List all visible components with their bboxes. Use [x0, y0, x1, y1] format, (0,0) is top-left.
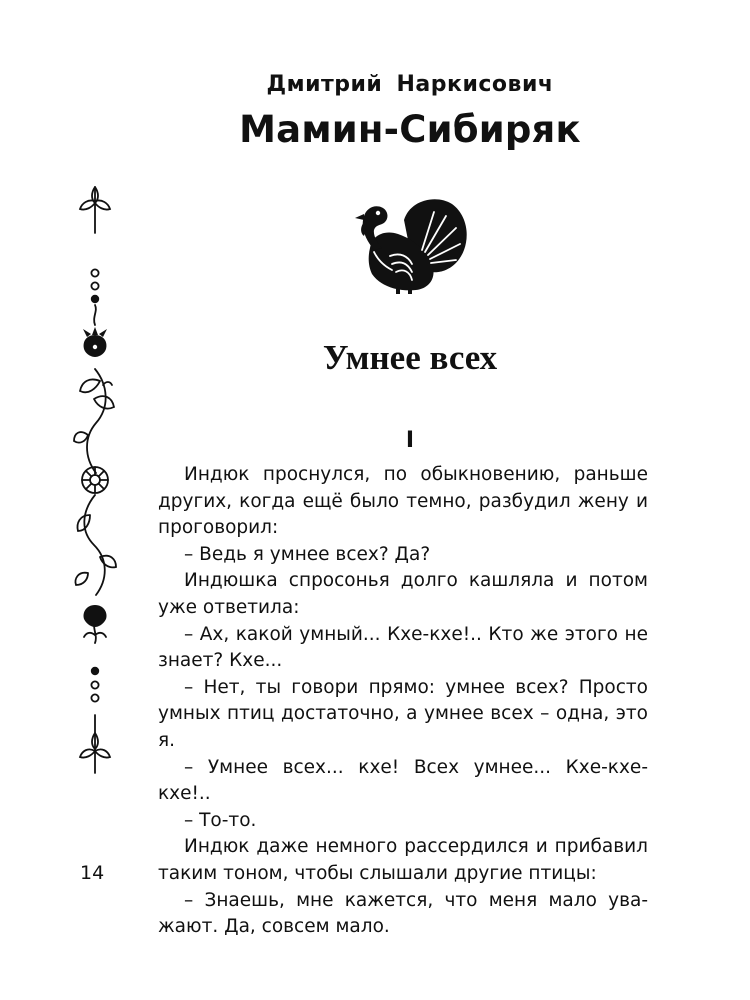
paragraph: Индюк проснулся, по обыкновению, раньше других, когда ещё было темно, разбудил жену и проговорил: — [158, 464, 648, 539]
author-name: Дмитрий Наркисович — [266, 72, 554, 97]
floral-vine-ornament-icon — [70, 185, 120, 775]
paragraph: – То-то. — [184, 809, 257, 831]
paragraph: – Нет, ты говори прямо: умнее всех? Просто умных птиц достаточно, а умнее всех – одна, это я. — [158, 676, 648, 751]
author-surname: Мамин-Сибиряк — [239, 108, 581, 151]
story-title: Умнее всех — [322, 338, 498, 377]
paragraph: Индюк даже немного рассердился и прибавил таким тоном, чтобы слышали другие птицы: — [158, 836, 648, 884]
page-number: 14 — [80, 862, 105, 884]
paragraph: – Знаешь, мне кажется, что меня мало уважают. Да, совсем мало. — [158, 889, 648, 938]
story-text — [158, 462, 648, 941]
paragraph: Индюшка спросонья долго кашляла и потом уже ответила: — [158, 570, 648, 618]
turkey-icon — [352, 190, 468, 298]
paragraph: – Умнее всех... кхе! Всех умнее... Кхе-кхе-кхе!.. — [158, 756, 648, 805]
paragraph: – Ах, какой умный... Кхе-кхе!.. Кто же этого не знает? Кхе... — [158, 623, 648, 672]
chapter-number: I — [405, 428, 415, 453]
paragraph: – Ведь я умнее всех? Да? — [184, 543, 431, 565]
